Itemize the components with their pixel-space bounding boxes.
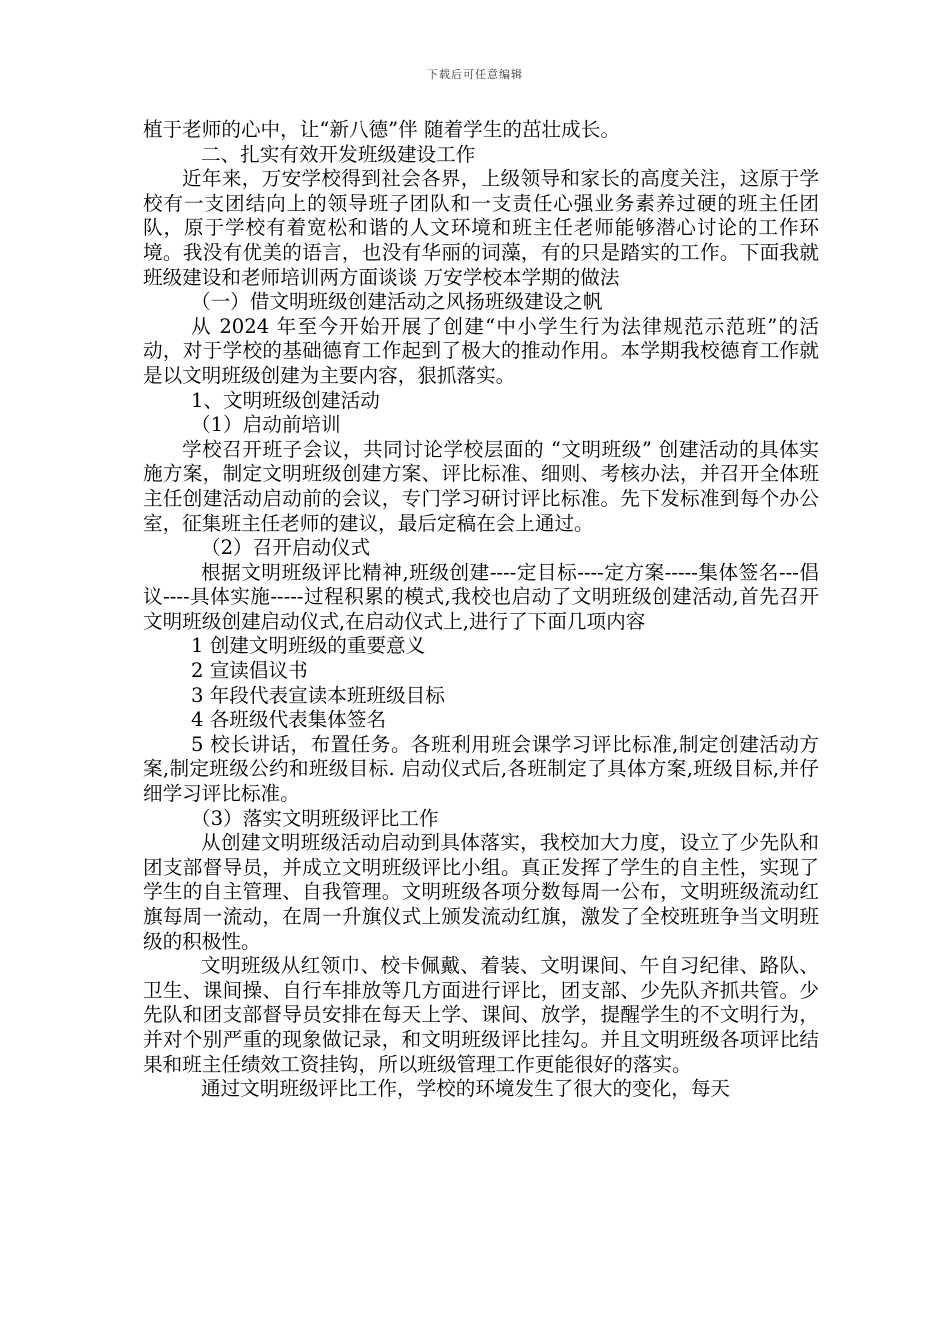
subsection-heading: （一）借文明班级创建活动之风扬班级建设之帆 (191, 290, 603, 314)
paragraph: 从创建文明班级活动启动到具体落实，我校加大力度，设立了少先队和团支部督导员，并成立文明班级评比小组。真正发挥了学生的自主性，实现了学生的自主管理、自我管理。文明班级各项分数每周一公布，文明班级流动红旗每周一流动，在周一升旗仪式上颁发流动红旗，激发了全校班班争当文明班级的积极性。 (143, 831, 819, 953)
list-item: 4 各班级代表集体签名 (191, 708, 387, 732)
paragraph: 通过文明班级评比工作，学校的环境发生了很大的变化，每天 (201, 1077, 731, 1101)
list-item: 5 校长讲话，布置任务。各班利用班会课学习评比标准,制定创建活动方案,制定班级公约和班级目标. 启动仪式后,各班制定了具体方案,班级目标,并仔细学习评比标准。 (143, 732, 819, 806)
subsection-heading: （1）启动前培训 (191, 413, 341, 437)
paragraph: 近年来，万安学校得到社会各界，上级领导和家长的高度关注，这原于学校有一支团结向上的领导班子团队和一支责任心强业务素养过硬的班主任团队，原于学校有着宽松和谐的人文环境和班主任老师能够潜心讨论的工作环境。我没有优美的语言，也没有华丽的词藻，有的只是踏实的工作。下面我就班级建设和老师培训两方面谈谈 万安学校本学期的做法 (143, 167, 819, 289)
list-item: 2 宣读倡议书 (191, 659, 308, 683)
paragraph: 植于老师的心中，让“新八德”伴 随着学生的茁壮成长。 (143, 118, 620, 141)
section-heading: 二、扎实有效开发班级建设工作 (201, 142, 476, 166)
list-item: 3 年段代表宣读本班班级目标 (191, 683, 445, 707)
subsection-heading: （3）落实文明班级评比工作 (191, 806, 439, 830)
subsection-heading: 1、文明班级创建活动 (191, 388, 380, 412)
paragraph: 从 2024 年至今开始开展了创建“中小学生行为法律规范示范班”的活动，对于学校的基础德育工作起到了极大的推动作用。本学期我校德育工作就是以文明班级创建为主要内容，狠抓落实。 (143, 314, 819, 387)
paragraph: 文明班级从红领巾、校卡佩戴、着装、文明课间、午自习纪律、路队、卫生、课间操、自行车排放等几方面进行评比，团支部、少先队齐抓共管。少先队和团支部督导员安排在每天上学、课间、放学，提醒学生的不文明行为，并对个别严重的现象做记录，和文明班级评比挂勾。并且文明班级各项评比结果和班主任绩效工资挂钩，所以班级管理工作更能很好的落实。 (143, 954, 819, 1076)
page-header: 下载后可任意编辑 (427, 68, 523, 81)
subsection-heading: （2）召开启动仪式 (201, 536, 371, 560)
paragraph: 根据文明班级评比精神,班级创建----定目标----定方案-----集体签名---倡议----具体实施-----过程积累的模式,我校也启动了文明班级创建活动,首先召开文明班级创建启动仪式,在启动仪式上,进行了下面几项内容 (143, 560, 819, 633)
document-body (143, 118, 819, 1102)
paragraph: 学校召开班子会议，共同讨论学校层面的 “文明班级” 创建活动的具体实施方案，制定文明班级创建方案、评比标准、细则、考核办法，并召开全体班主任创建活动启动前的会议，专门学习研讨评比标准。先下发标准到每个办公室，征集班主任老师的建议，最后定稿在会上通过。 (143, 437, 819, 535)
list-item: 1 创建文明班级的重要意义 (191, 634, 426, 658)
